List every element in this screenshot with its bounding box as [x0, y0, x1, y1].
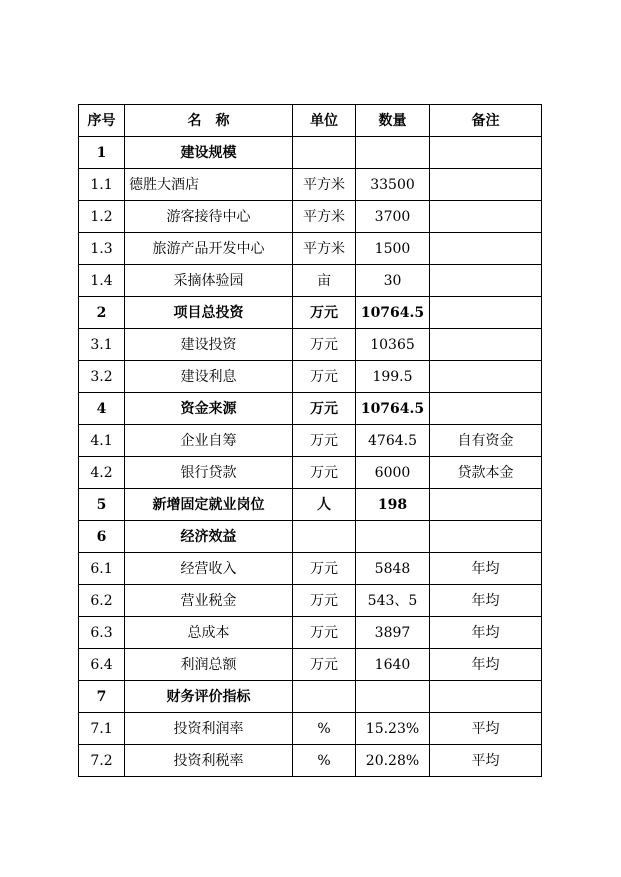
cell-qty: 3897 — [356, 617, 430, 649]
cell-note: 年均 — [430, 649, 542, 681]
cell-unit: 万元 — [293, 649, 356, 681]
cell-no: 6.3 — [79, 617, 125, 649]
cell-name: 经营收入 — [125, 553, 293, 585]
table-row — [79, 425, 542, 457]
cell-name: 项目总投资 — [125, 297, 293, 329]
cell-no: 1.2 — [79, 201, 125, 233]
cell-qty: 10365 — [356, 329, 430, 361]
cell-unit: % — [293, 745, 356, 777]
cell-qty: 6000 — [356, 457, 430, 489]
cell-unit — [293, 681, 356, 713]
cell-note — [430, 297, 542, 329]
header-name: 名 称 — [125, 105, 293, 137]
cell-unit: 万元 — [293, 329, 356, 361]
cell-qty: 3700 — [356, 201, 430, 233]
cell-name: 总成本 — [125, 617, 293, 649]
cell-name: 游客接待中心 — [125, 201, 293, 233]
cell-no: 6.1 — [79, 553, 125, 585]
table-row — [79, 297, 542, 329]
cell-name: 德胜大酒店 — [125, 169, 293, 201]
cell-note — [430, 201, 542, 233]
cell-note — [430, 137, 542, 169]
cell-no: 7.1 — [79, 713, 125, 745]
cell-note — [430, 521, 542, 553]
table-row — [79, 489, 542, 521]
table-row — [79, 617, 542, 649]
cell-no: 6.2 — [79, 585, 125, 617]
cell-note — [430, 233, 542, 265]
cell-unit: 平方米 — [293, 233, 356, 265]
cell-name: 旅游产品开发中心 — [125, 233, 293, 265]
table-row — [79, 361, 542, 393]
cell-qty: 198 — [356, 489, 430, 521]
table-row — [79, 553, 542, 585]
cell-unit: 人 — [293, 489, 356, 521]
table-row — [79, 649, 542, 681]
cell-name: 建设利息 — [125, 361, 293, 393]
header-no: 序号 — [79, 105, 125, 137]
cell-qty: 543、5 — [356, 585, 430, 617]
cell-name: 投资利润率 — [125, 713, 293, 745]
cell-unit: 万元 — [293, 297, 356, 329]
cell-no: 4 — [79, 393, 125, 425]
cell-qty: 1640 — [356, 649, 430, 681]
cell-unit: 万元 — [293, 585, 356, 617]
table-row — [79, 233, 542, 265]
cell-name: 经济效益 — [125, 521, 293, 553]
cell-unit: 平方米 — [293, 169, 356, 201]
cell-unit: 万元 — [293, 457, 356, 489]
cell-qty — [356, 521, 430, 553]
cell-unit: 万元 — [293, 425, 356, 457]
table-row — [79, 265, 542, 297]
table-row — [79, 521, 542, 553]
cell-no: 3.2 — [79, 361, 125, 393]
cell-no: 7.2 — [79, 745, 125, 777]
cell-note: 平均 — [430, 713, 542, 745]
cell-name: 营业税金 — [125, 585, 293, 617]
header-row — [79, 105, 542, 137]
cell-unit: % — [293, 713, 356, 745]
cell-note — [430, 329, 542, 361]
cell-unit: 万元 — [293, 393, 356, 425]
cell-note — [430, 169, 542, 201]
cell-unit — [293, 521, 356, 553]
cell-qty: 1500 — [356, 233, 430, 265]
table-row — [79, 681, 542, 713]
cell-qty: 10764.5 — [356, 393, 430, 425]
cell-no: 3.1 — [79, 329, 125, 361]
cell-name: 新增固定就业岗位 — [125, 489, 293, 521]
table-row — [79, 585, 542, 617]
cell-qty: 20.28% — [356, 745, 430, 777]
table-row — [79, 137, 542, 169]
cell-name: 采摘体验园 — [125, 265, 293, 297]
cell-note: 年均 — [430, 585, 542, 617]
cell-no: 1.1 — [79, 169, 125, 201]
project-summary-table — [78, 104, 542, 777]
table-row — [79, 457, 542, 489]
table-body — [79, 137, 542, 777]
cell-note: 自有资金 — [430, 425, 542, 457]
table-row — [79, 713, 542, 745]
cell-unit: 万元 — [293, 553, 356, 585]
header-note: 备注 — [430, 105, 542, 137]
cell-note — [430, 393, 542, 425]
cell-qty: 33500 — [356, 169, 430, 201]
header-unit: 单位 — [293, 105, 356, 137]
cell-note: 贷款本金 — [430, 457, 542, 489]
cell-note: 平均 — [430, 745, 542, 777]
cell-name: 财务评价指标 — [125, 681, 293, 713]
cell-no: 1 — [79, 137, 125, 169]
cell-qty: 15.23% — [356, 713, 430, 745]
cell-unit: 平方米 — [293, 201, 356, 233]
table-row — [79, 169, 542, 201]
cell-name: 建设规模 — [125, 137, 293, 169]
cell-no: 6.4 — [79, 649, 125, 681]
cell-no: 2 — [79, 297, 125, 329]
cell-qty — [356, 681, 430, 713]
cell-no: 7 — [79, 681, 125, 713]
cell-note: 年均 — [430, 617, 542, 649]
table-row — [79, 201, 542, 233]
cell-qty — [356, 137, 430, 169]
cell-qty: 30 — [356, 265, 430, 297]
cell-name: 利润总额 — [125, 649, 293, 681]
cell-note — [430, 489, 542, 521]
header-qty: 数量 — [356, 105, 430, 137]
cell-unit: 万元 — [293, 361, 356, 393]
cell-note — [430, 265, 542, 297]
table-row — [79, 329, 542, 361]
cell-qty: 5848 — [356, 553, 430, 585]
cell-name: 建设投资 — [125, 329, 293, 361]
cell-name: 银行贷款 — [125, 457, 293, 489]
cell-unit — [293, 137, 356, 169]
cell-no: 1.4 — [79, 265, 125, 297]
cell-unit: 万元 — [293, 617, 356, 649]
cell-name: 企业自筹 — [125, 425, 293, 457]
cell-no: 4.1 — [79, 425, 125, 457]
table-row — [79, 393, 542, 425]
cell-qty: 10764.5 — [356, 297, 430, 329]
cell-no: 1.3 — [79, 233, 125, 265]
cell-qty: 199.5 — [356, 361, 430, 393]
cell-name: 资金来源 — [125, 393, 293, 425]
cell-no: 4.2 — [79, 457, 125, 489]
cell-note — [430, 361, 542, 393]
cell-name: 投资利税率 — [125, 745, 293, 777]
cell-note: 年均 — [430, 553, 542, 585]
cell-no: 5 — [79, 489, 125, 521]
cell-unit: 亩 — [293, 265, 356, 297]
cell-note — [430, 681, 542, 713]
cell-qty: 4764.5 — [356, 425, 430, 457]
cell-no: 6 — [79, 521, 125, 553]
table-row — [79, 745, 542, 777]
